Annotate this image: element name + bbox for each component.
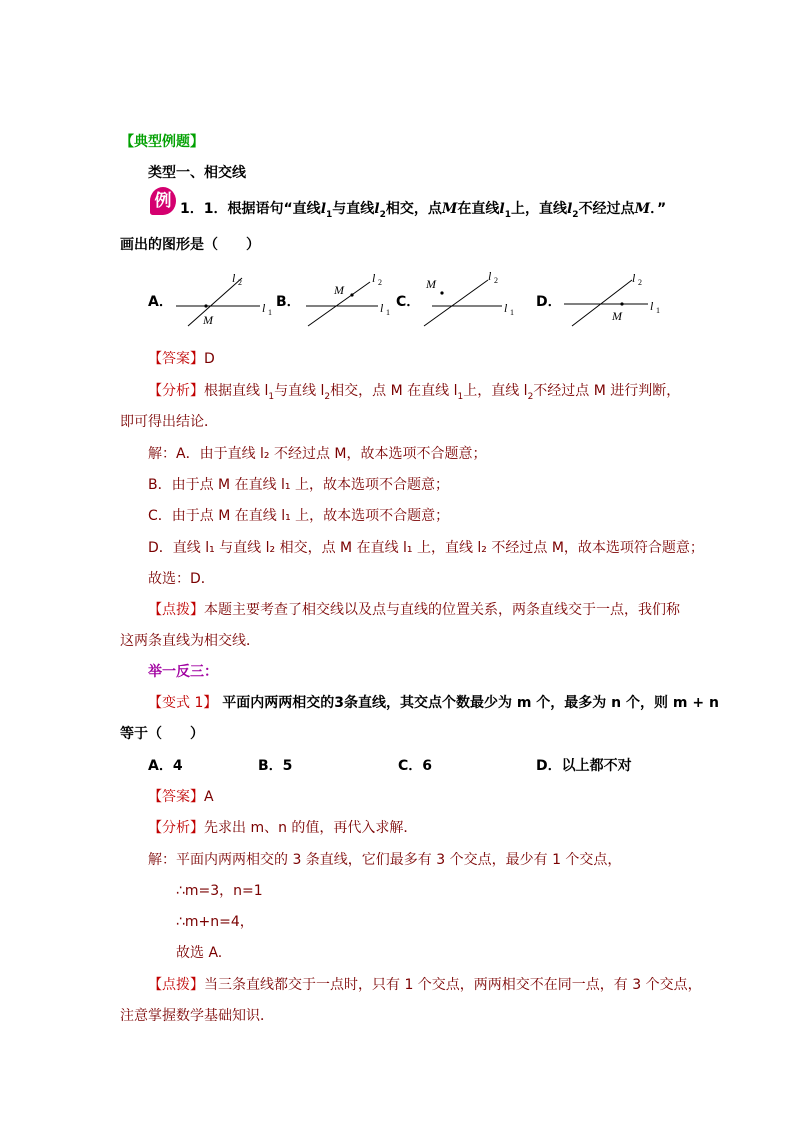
variant-option-b: B．5 xyxy=(258,758,293,774)
svg-text:1: 1 xyxy=(268,308,272,317)
solution-2-line: 解：平面内两两相交的 3 条直线，它们最多有 3 个交点，最少有 1 个交点， xyxy=(148,852,622,868)
solution-1-line: 解：A．由于直线 l₂ 不经过点 M，故本选项不合题意； xyxy=(148,446,487,462)
solution-1-line: C．由于点 M 在直线 l₁ 上，故本选项不合题意； xyxy=(148,508,450,524)
solution-1-line: 故选：D． xyxy=(148,571,215,587)
option-b-label: B． xyxy=(276,294,301,310)
svg-text:M: M xyxy=(334,283,344,297)
type-heading: 类型一、相交线 xyxy=(148,165,246,181)
option-d-label: D． xyxy=(536,294,562,310)
svg-text:l: l xyxy=(632,271,636,285)
option-d-diagram xyxy=(560,266,670,330)
svg-text:M: M xyxy=(203,313,213,327)
tip-2-line1: 【点拨】当三条直线都交于一点时，只有 1 个交点，两两相交不在同一点，有 3 个交点， xyxy=(148,977,702,993)
option-c-label: C． xyxy=(396,294,421,310)
svg-text:2: 2 xyxy=(638,278,642,287)
tip-1-line1: 【点拨】本题主要考查了相交线以及点与直线的位置关系，两条直线交于一点，我们称 xyxy=(148,602,680,618)
option-c-diagram xyxy=(418,266,522,330)
analysis-1-line1: 【分析】根据直线 $l_1$与直线 $l_2$相交，点 M 在直线 $l_1$上，直线 $l_2$不经过点 M 进行判断， xyxy=(148,383,681,402)
svg-text:l: l xyxy=(380,301,384,315)
svg-text:1: 1 xyxy=(656,306,660,315)
solution-2-line: ∴m=3，n=1 xyxy=(176,883,263,899)
example-question-line1: 1．1．根据语句“直线$l_1$与直线$l_2$相交，点M在直线$l_1$上，直线$l_2$不经过点M．” xyxy=(180,201,667,220)
tip-2-line2: 注意掌握数学基础知识． xyxy=(120,1008,274,1024)
svg-text:2: 2 xyxy=(238,278,242,287)
variant-1-line1: 【变式 1】 平面内两两相交的3条直线，其交点个数最少为 m 个，最多为 n 个，则 m + n xyxy=(148,695,719,711)
solution-1-line: D．直线 l₁ 与直线 l₂ 相交，点 M 在直线 l₁ 上，直线 l₂ 不经过点 M，故本选项符合题意； xyxy=(148,540,704,556)
svg-text:l: l xyxy=(650,299,654,313)
variant-option-c: C．6 xyxy=(398,758,433,774)
variant-1-line2: 等于（ ） xyxy=(120,726,204,742)
svg-text:l: l xyxy=(504,301,508,315)
example-badge-icon: 例 xyxy=(150,187,176,215)
svg-text:l: l xyxy=(488,269,492,283)
variant-option-d: D．以上都不对 xyxy=(536,758,632,774)
answer-1: 【答案】D xyxy=(148,351,215,367)
answer-2: 【答案】A xyxy=(148,789,214,805)
svg-text:2: 2 xyxy=(494,276,498,285)
tip-1-line2: 这两条直线为相交线． xyxy=(120,633,260,649)
section-title: 【典型例题】 xyxy=(120,134,204,150)
solution-2-line: 故选 A. xyxy=(176,945,223,961)
svg-text:l: l xyxy=(262,301,266,315)
option-a-label: A． xyxy=(148,294,173,310)
analysis-2: 【分析】先求出 m、n 的值，再代入求解． xyxy=(148,820,418,836)
variant-option-a: A．4 xyxy=(148,758,183,774)
practice-heading: 举一反三： xyxy=(148,664,218,680)
solution-2-line: ∴m+n=4， xyxy=(176,914,254,930)
svg-text:l: l xyxy=(372,271,376,285)
svg-text:M: M xyxy=(612,309,622,323)
svg-text:1: 1 xyxy=(386,308,390,317)
option-b-diagram xyxy=(296,266,396,330)
svg-text:2: 2 xyxy=(378,278,382,287)
example-question-line2: 画出的图形是（ ） xyxy=(120,237,260,253)
svg-text:1: 1 xyxy=(510,308,514,317)
solution-1-line: B．由于点 M 在直线 l₁ 上，故本选项不合题意； xyxy=(148,477,449,493)
option-a-diagram xyxy=(170,268,280,330)
analysis-1-line2: 即可得出结论． xyxy=(120,414,218,430)
svg-text:l: l xyxy=(232,271,236,285)
svg-text:M: M xyxy=(426,277,436,291)
